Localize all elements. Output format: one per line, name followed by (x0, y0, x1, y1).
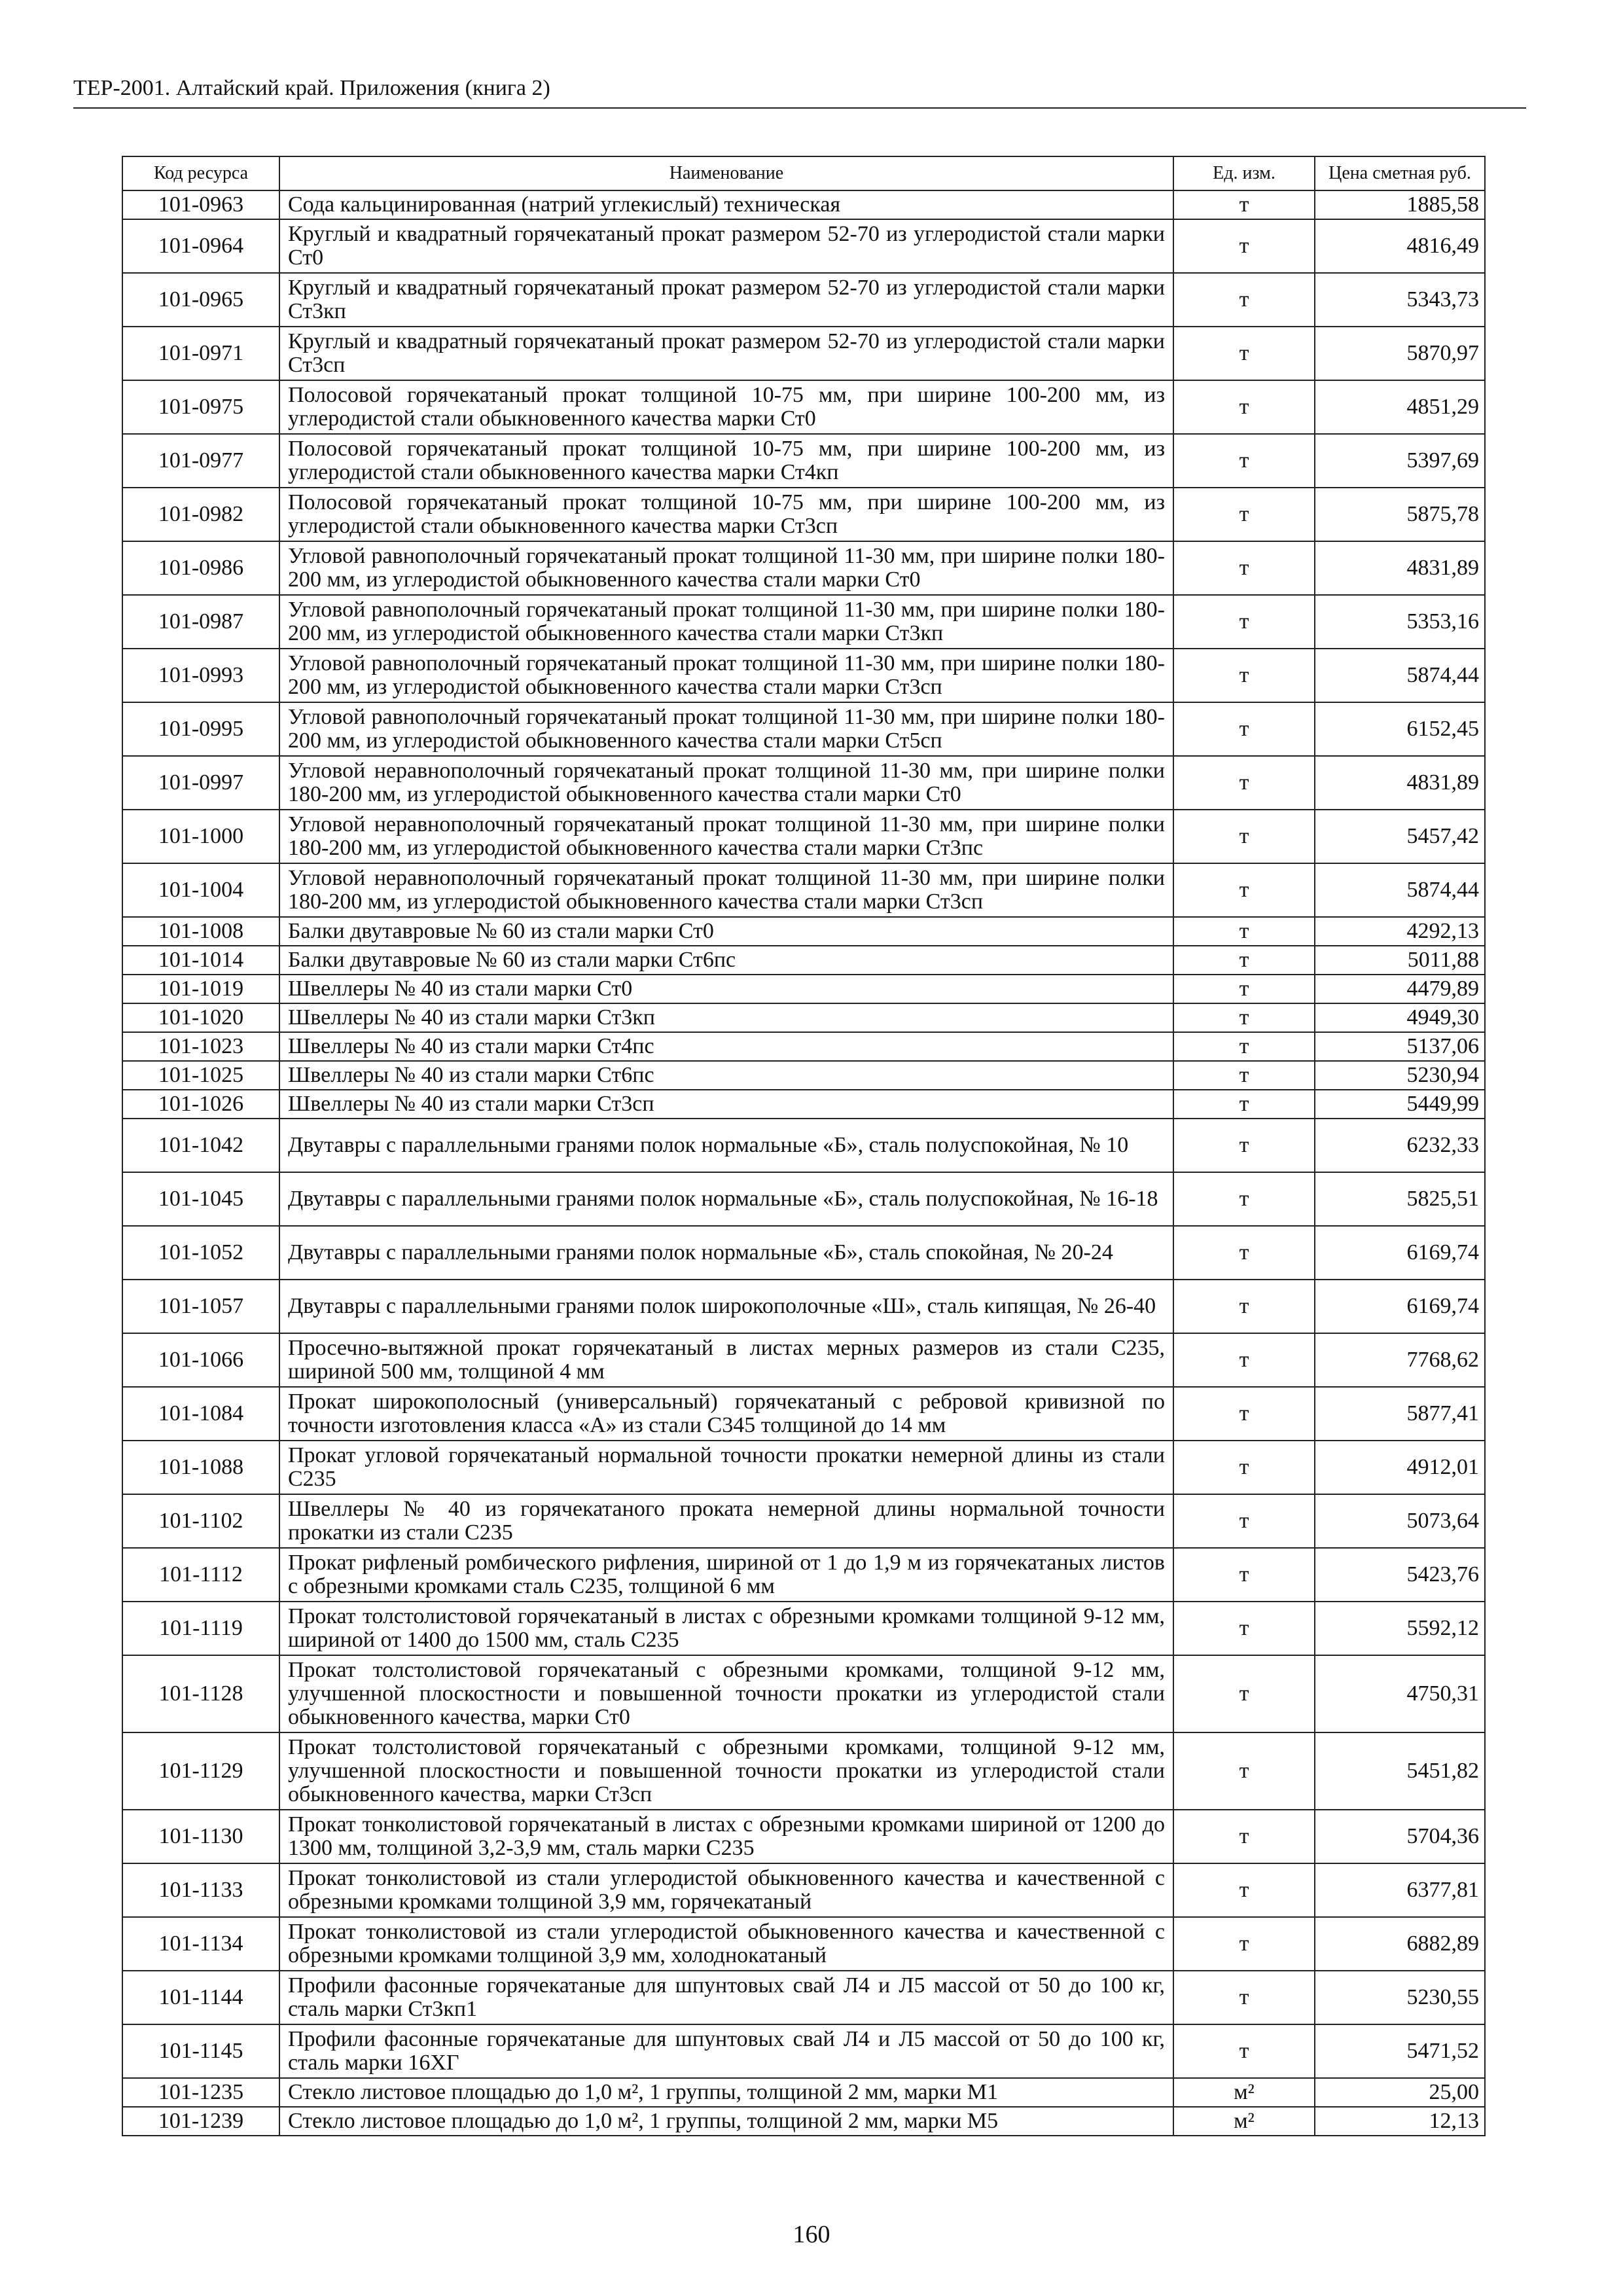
resource-code-cell: 101-1129 (122, 1732, 279, 1810)
table-row (122, 2107, 1485, 2136)
unit-cell: т (1173, 946, 1315, 975)
unit-cell: м² (1173, 2107, 1315, 2136)
price-cell: 4912,01 (1315, 1441, 1485, 1494)
column-header-price: Цена сметная руб. (1315, 156, 1485, 190)
resource-code-cell: 101-1066 (122, 1333, 279, 1387)
table-row (122, 1090, 1485, 1119)
unit-cell: м² (1173, 2078, 1315, 2107)
price-cell: 5457,42 (1315, 810, 1485, 863)
price-cell: 4949,30 (1315, 1003, 1485, 1032)
unit-cell: т (1173, 1387, 1315, 1441)
price-cell: 5353,16 (1315, 595, 1485, 649)
column-header-unit: Ед. изм. (1173, 156, 1315, 190)
price-cell: 6882,89 (1315, 1917, 1485, 1971)
price-cell: 1885,58 (1315, 190, 1485, 219)
resource-name-cell: Прокат толстолистовой горячекатаный в листах с обрезными кромками толщиной 9-12 мм, шириной от 1400 до 1500 мм, сталь С235 (279, 1602, 1173, 1655)
price-cell: 12,13 (1315, 2107, 1485, 2136)
price-cell: 5874,44 (1315, 649, 1485, 702)
table-row (122, 1602, 1485, 1655)
unit-cell: т (1173, 810, 1315, 863)
table-row (122, 2078, 1485, 2107)
resource-code-cell: 101-1112 (122, 1548, 279, 1602)
resource-name-cell: Круглый и квадратный горячекатаный прокат размером 52-70 из углеродистой стали марки Ст3кп (279, 273, 1173, 327)
unit-cell: т (1173, 1655, 1315, 1732)
price-cell: 6169,74 (1315, 1280, 1485, 1333)
resource-name-cell: Швеллеры № 40 из стали марки Ст3сп (279, 1090, 1173, 1119)
resource-code-cell: 101-1004 (122, 863, 279, 917)
price-cell: 6232,33 (1315, 1119, 1485, 1172)
resource-code-cell: 101-1130 (122, 1810, 279, 1863)
unit-cell: т (1173, 756, 1315, 810)
resource-name-cell: Двутавры с параллельными гранями полок нормальные «Б», сталь полуспокойная, № 16-18 (279, 1172, 1173, 1226)
table-row (122, 649, 1485, 702)
resource-name-cell: Прокат тонколистовой горячекатаный в листах с обрезными кромками шириной от 1200 до 1300 мм, толщиной 3,2-3,9 мм, сталь марки С235 (279, 1810, 1173, 1863)
column-header-code: Код ресурса (122, 156, 279, 190)
table-row (122, 946, 1485, 975)
unit-cell: т (1173, 595, 1315, 649)
resource-code-cell: 101-1019 (122, 975, 279, 1003)
table-row (122, 1003, 1485, 1032)
price-cell: 5877,41 (1315, 1387, 1485, 1441)
unit-cell: т (1173, 702, 1315, 756)
table-row (122, 702, 1485, 756)
resource-name-cell: Угловой неравнополочный горячекатаный прокат толщиной 11-30 мм, при ширине полки 180-200 мм, из углеродистой обыкновенного качества стали марки Ст3пс (279, 810, 1173, 863)
resource-code-cell: 101-1084 (122, 1387, 279, 1441)
price-cell: 7768,62 (1315, 1333, 1485, 1387)
unit-cell: т (1173, 219, 1315, 273)
resource-code-cell: 101-1020 (122, 1003, 279, 1032)
resource-code-cell: 101-1014 (122, 946, 279, 975)
unit-cell: т (1173, 1971, 1315, 2024)
resource-name-cell: Угловой равнополочный горячекатаный прокат толщиной 11-30 мм, при ширине полки 180-200 мм, из углеродистой обыкновенного качества стали марки Ст3сп (279, 649, 1173, 702)
resource-name-cell: Балки двутавровые № 60 из стали марки Ст6пс (279, 946, 1173, 975)
unit-cell: т (1173, 1061, 1315, 1090)
unit-cell: т (1173, 273, 1315, 327)
unit-cell: т (1173, 1032, 1315, 1061)
price-cell: 6152,45 (1315, 702, 1485, 756)
resource-code-cell: 101-1025 (122, 1061, 279, 1090)
table-row (122, 1172, 1485, 1226)
table-row (122, 1441, 1485, 1494)
resource-code-cell: 101-1144 (122, 1971, 279, 2024)
unit-cell: т (1173, 1090, 1315, 1119)
resource-code-cell: 101-0995 (122, 702, 279, 756)
unit-cell: т (1173, 917, 1315, 946)
resource-code-cell: 101-1102 (122, 1494, 279, 1548)
table-row (122, 756, 1485, 810)
price-cell: 25,00 (1315, 2078, 1485, 2107)
resource-code-cell: 101-1133 (122, 1863, 279, 1917)
resource-name-cell: Угловой равнополочный горячекатаный прокат толщиной 11-30 мм, при ширине полки 180-200 мм, из углеродистой обыкновенного качества стали марки Ст5сп (279, 702, 1173, 756)
resource-code-cell: 101-1239 (122, 2107, 279, 2136)
resource-name-cell: Прокат тонколистовой из стали углеродистой обыкновенного качества и качественной с обрезными кромками толщиной 3,9 мм, горячекатаный (279, 1863, 1173, 1917)
table-row (122, 1061, 1485, 1090)
table-row (122, 975, 1485, 1003)
table-row (122, 219, 1485, 273)
table-row (122, 1333, 1485, 1387)
resource-code-cell: 101-0975 (122, 380, 279, 434)
resource-name-cell: Полосовой горячекатаный прокат толщиной 10-75 мм, при ширине 100-200 мм, из углеродистой стали обыкновенного качества марки Ст0 (279, 380, 1173, 434)
price-cell: 5073,64 (1315, 1494, 1485, 1548)
resource-code-cell: 101-1057 (122, 1280, 279, 1333)
table-row (122, 1732, 1485, 1810)
resource-name-cell: Сода кальцинированная (натрий углекислый) техническая (279, 190, 1173, 219)
table-row (122, 810, 1485, 863)
price-cell: 5875,78 (1315, 488, 1485, 541)
resource-name-cell: Швеллеры № 40 из стали марки Ст4пс (279, 1032, 1173, 1061)
unit-cell: т (1173, 190, 1315, 219)
resource-code-cell: 101-1008 (122, 917, 279, 946)
resource-code-cell: 101-1052 (122, 1226, 279, 1280)
resource-name-cell: Просечно-вытяжной прокат горячекатаный в листах мерных размеров из стали С235, шириной 500 мм, толщиной 4 мм (279, 1333, 1173, 1387)
price-cell: 4816,49 (1315, 219, 1485, 273)
resource-name-cell: Прокат тонколистовой из стали углеродистой обыкновенного качества и качественной с обрезными кромками толщиной 3,9 мм, холоднокатаный (279, 1917, 1173, 1971)
table-header-row (122, 156, 1485, 190)
resource-code-cell: 101-0964 (122, 219, 279, 273)
resource-code-cell: 101-1045 (122, 1172, 279, 1226)
price-cell: 5471,52 (1315, 2024, 1485, 2078)
unit-cell: т (1173, 975, 1315, 1003)
resource-code-cell: 101-1023 (122, 1032, 279, 1061)
price-cell: 5704,36 (1315, 1810, 1485, 1863)
resource-name-cell: Прокат толстолистовой горячекатаный с обрезными кромками, толщиной 9-12 мм, улучшенной плоскостности и повышенной точности прокатки из углеродистой стали обыкновенного качества, марки Ст3сп (279, 1732, 1173, 1810)
table-row (122, 595, 1485, 649)
table-row (122, 1548, 1485, 1602)
unit-cell: т (1173, 1172, 1315, 1226)
unit-cell: т (1173, 1602, 1315, 1655)
unit-cell: т (1173, 1810, 1315, 1863)
resource-code-cell: 101-1128 (122, 1655, 279, 1732)
resource-code-cell: 101-0997 (122, 756, 279, 810)
price-cell: 5230,55 (1315, 1971, 1485, 2024)
resource-code-cell: 101-0963 (122, 190, 279, 219)
resource-name-cell: Двутавры с параллельными гранями полок нормальные «Б», сталь полуспокойная, № 10 (279, 1119, 1173, 1172)
price-cell: 4831,89 (1315, 756, 1485, 810)
resource-name-cell: Прокат широкополосный (универсальный) горячекатаный с ребровой кривизной по точности изготовления класса «А» из стали С345 толщиной до 14 мм (279, 1387, 1173, 1441)
resource-name-cell: Швеллеры № 40 из стали марки Ст3кп (279, 1003, 1173, 1032)
resource-name-cell: Балки двутавровые № 60 из стали марки Ст0 (279, 917, 1173, 946)
table-row (122, 1387, 1485, 1441)
resource-name-cell: Профили фасонные горячекатаные для шпунтовых свай Л4 и Л5 массой от 50 до 100 кг, сталь марки Ст3кп1 (279, 1971, 1173, 2024)
resource-name-cell: Угловой неравнополочный горячекатаный прокат толщиной 11-30 мм, при ширине полки 180-200 мм, из углеродистой обыкновенного качества стали марки Ст3сп (279, 863, 1173, 917)
table-row (122, 917, 1485, 946)
resource-code-cell: 101-0986 (122, 541, 279, 595)
table-row (122, 541, 1485, 595)
running-header: ТЕР-2001. Алтайский край. Приложения (книга 2) (73, 73, 1526, 109)
resource-name-cell: Угловой неравнополочный горячекатаный прокат толщиной 11-30 мм, при ширине полки 180-200 мм, из углеродистой обыкновенного качества стали марки Ст0 (279, 756, 1173, 810)
table-row (122, 273, 1485, 327)
resource-name-cell: Швеллеры № 40 из стали марки Ст0 (279, 975, 1173, 1003)
price-cell: 6377,81 (1315, 1863, 1485, 1917)
table-row (122, 1917, 1485, 1971)
resource-name-cell: Полосовой горячекатаный прокат толщиной 10-75 мм, при ширине 100-200 мм, из углеродистой стали обыкновенного качества марки Ст3сп (279, 488, 1173, 541)
unit-cell: т (1173, 1732, 1315, 1810)
unit-cell: т (1173, 2024, 1315, 2078)
resource-name-cell: Прокат толстолистовой горячекатаный с обрезными кромками, толщиной 9-12 мм, улучшенной плоскостности и повышенной точности прокатки из углеродистой стали обыкновенного качества, марки Ст0 (279, 1655, 1173, 1732)
resource-code-cell: 101-1145 (122, 2024, 279, 2078)
unit-cell: т (1173, 541, 1315, 595)
unit-cell: т (1173, 1226, 1315, 1280)
unit-cell: т (1173, 1280, 1315, 1333)
resource-code-cell: 101-1000 (122, 810, 279, 863)
price-cell: 5011,88 (1315, 946, 1485, 975)
table-row (122, 327, 1485, 380)
resource-code-cell: 101-0982 (122, 488, 279, 541)
resource-name-cell: Стекло листовое площадью до 1,0 м², 1 группы, толщиной 2 мм, марки М5 (279, 2107, 1173, 2136)
price-cell: 5230,94 (1315, 1061, 1485, 1090)
resource-name-cell: Угловой равнополочный горячекатаный прокат толщиной 11-30 мм, при ширине полки 180-200 мм, из углеродистой обыкновенного качества стали марки Ст0 (279, 541, 1173, 595)
resource-code-cell: 101-0965 (122, 273, 279, 327)
resource-price-table (122, 156, 1486, 2136)
unit-cell: т (1173, 1119, 1315, 1172)
price-cell: 5825,51 (1315, 1172, 1485, 1226)
unit-cell: т (1173, 380, 1315, 434)
resource-code-cell: 101-0977 (122, 434, 279, 488)
table-row (122, 1119, 1485, 1172)
unit-cell: т (1173, 1003, 1315, 1032)
resource-name-cell: Двутавры с параллельными гранями полок широкополочные «Ш», сталь кипящая, № 26-40 (279, 1280, 1173, 1333)
price-cell: 5874,44 (1315, 863, 1485, 917)
table-row (122, 1655, 1485, 1732)
table-row (122, 190, 1485, 219)
resource-name-cell: Двутавры с параллельными гранями полок нормальные «Б», сталь спокойная, № 20-24 (279, 1226, 1173, 1280)
price-cell: 5451,82 (1315, 1732, 1485, 1810)
column-header-name: Наименование (279, 156, 1173, 190)
unit-cell: т (1173, 1333, 1315, 1387)
price-cell: 4750,31 (1315, 1655, 1485, 1732)
resource-name-cell: Швеллеры № 40 из горячекатаного проката немерной длины нормальной точности прокатки из стали С235 (279, 1494, 1173, 1548)
resource-code-cell: 101-1134 (122, 1917, 279, 1971)
table-row (122, 434, 1485, 488)
table-row (122, 1226, 1485, 1280)
unit-cell: т (1173, 488, 1315, 541)
table-row (122, 1863, 1485, 1917)
table-row (122, 863, 1485, 917)
table-row (122, 380, 1485, 434)
price-cell: 4851,29 (1315, 380, 1485, 434)
price-cell: 5423,76 (1315, 1548, 1485, 1602)
resource-name-cell: Полосовой горячекатаный прокат толщиной 10-75 мм, при ширине 100-200 мм, из углеродистой стали обыкновенного качества марки Ст4кп (279, 434, 1173, 488)
resource-code-cell: 101-1235 (122, 2078, 279, 2107)
resource-name-cell: Прокат угловой горячекатаный нормальной точности прокатки немерной длины из стали С235 (279, 1441, 1173, 1494)
resource-name-cell: Прокат рифленый ромбического рифления, шириной от 1 до 1,9 м из горячекатаных листов с обрезными кромками сталь С235, толщиной 6 мм (279, 1548, 1173, 1602)
resource-code-cell: 101-0971 (122, 327, 279, 380)
price-cell: 5397,69 (1315, 434, 1485, 488)
resource-code-cell: 101-1088 (122, 1441, 279, 1494)
resource-code-cell: 101-1042 (122, 1119, 279, 1172)
resource-code-cell: 101-0993 (122, 649, 279, 702)
page-number: 160 (793, 2221, 830, 2248)
resource-name-cell: Профили фасонные горячекатаные для шпунтовых свай Л4 и Л5 массой от 50 до 100 кг, сталь марки 16ХГ (279, 2024, 1173, 2078)
price-cell: 5137,06 (1315, 1032, 1485, 1061)
unit-cell: т (1173, 649, 1315, 702)
resource-name-cell: Угловой равнополочный горячекатаный прокат толщиной 11-30 мм, при ширине полки 180-200 мм, из углеродистой обыкновенного качества стали марки Ст3кп (279, 595, 1173, 649)
price-cell: 5449,99 (1315, 1090, 1485, 1119)
resource-name-cell: Стекло листовое площадью до 1,0 м², 1 группы, толщиной 2 мм, марки М1 (279, 2078, 1173, 2107)
unit-cell: т (1173, 327, 1315, 380)
table-row (122, 1971, 1485, 2024)
table-row (122, 1810, 1485, 1863)
table-row (122, 488, 1485, 541)
table-row (122, 2024, 1485, 2078)
resource-code-cell: 101-1119 (122, 1602, 279, 1655)
unit-cell: т (1173, 1917, 1315, 1971)
table-body (122, 190, 1485, 2136)
price-cell: 6169,74 (1315, 1226, 1485, 1280)
unit-cell: т (1173, 1494, 1315, 1548)
resource-name-cell: Круглый и квадратный горячекатаный прокат размером 52-70 из углеродистой стали марки Ст0 (279, 219, 1173, 273)
table-row (122, 1032, 1485, 1061)
unit-cell: т (1173, 1548, 1315, 1602)
table-row (122, 1280, 1485, 1333)
resource-name-cell: Швеллеры № 40 из стали марки Ст6пс (279, 1061, 1173, 1090)
price-cell: 4292,13 (1315, 917, 1485, 946)
unit-cell: т (1173, 434, 1315, 488)
price-cell: 5343,73 (1315, 273, 1485, 327)
resource-name-cell: Круглый и квадратный горячекатаный прокат размером 52-70 из углеродистой стали марки Ст3сп (279, 327, 1173, 380)
resource-code-cell: 101-0987 (122, 595, 279, 649)
price-cell: 5592,12 (1315, 1602, 1485, 1655)
resource-code-cell: 101-1026 (122, 1090, 279, 1119)
price-cell: 4831,89 (1315, 541, 1485, 595)
unit-cell: т (1173, 863, 1315, 917)
table-row (122, 1494, 1485, 1548)
price-cell: 4479,89 (1315, 975, 1485, 1003)
unit-cell: т (1173, 1441, 1315, 1494)
unit-cell: т (1173, 1863, 1315, 1917)
price-cell: 5870,97 (1315, 327, 1485, 380)
